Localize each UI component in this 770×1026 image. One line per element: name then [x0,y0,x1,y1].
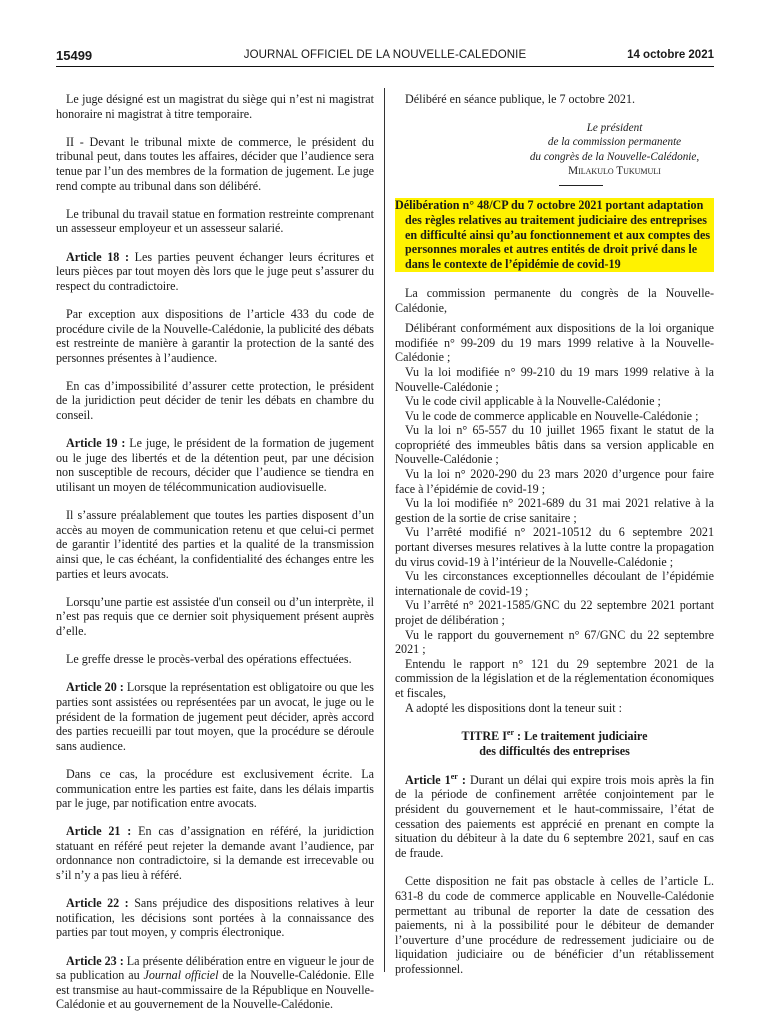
article-20: Article 20 : Lorsque la représentation est obligatoire ou que les parties sont assistées ou représentées par un avocat, le juge ou le président de la formation de jugement peut décider, après accord des parties recueilli par tout moyen, que la procédure se déroule sans audience. [56,680,374,753]
separator-dash [559,185,603,186]
visa-line: Entendu le rapport n° 121 du 29 septembre 2021 de la commission de la législation et de la réglementation économiques et fiscales, [395,656,714,700]
paragraph: En cas d’impossibilité d’assurer cette protection, le président de la juridiction peut décider de tenir les débats en chambre du conseil. [56,378,374,423]
visa-line: Délibérant conformément aux dispositions de la loi organique modifiée n° 99-209 du 19 mars 1999 relative à la Nouvelle-Calédonie ; [395,321,714,365]
journal-title: JOURNAL OFFICIEL DE LA NOUVELLE-CALEDONIE [243,49,527,61]
right-column [395,92,714,976]
issue-date: 14 octobre 2021 [627,49,714,61]
section-title: TITRE Ier : Le traitement judiciaire des difficultés des entreprises [461,728,648,758]
article-label: Article 23 : [66,953,124,968]
visa-line: Vu le rapport du gouvernement n° 67/GNC du 22 septembre 2021 ; [395,627,714,657]
header-rule [56,66,714,67]
article-18: Article 18 : Les parties peuvent échanger leurs écritures et leurs pièces par tout moyen dès lors que le juge peut s’assurer du respect du contradictoire. [56,249,374,293]
signatory-name: Milakulo Tukumuli [568,165,661,178]
paragraph: Il s’assure préalablement que toutes les parties disposent d’un accès au moyen de communication retenu et que celui-ci permet de garantir l’identité des parties et la qualité de la transmission ainsi que, le cas échéant, la confidentialité des échanges entre les parties et leurs avocats. [56,508,374,581]
article-label: Article 18 : [66,249,129,264]
visas-block [395,286,714,715]
journal-name-italic: Journal officiel [143,968,219,983]
paragraph: Par exception aux dispositions de l’article 433 du code de procédure civile de la Nouvelle-Calédonie, la publicité des débats est restreinte de manière à garantir la protection de la santé des personnes présentes à l’audience. [56,306,375,365]
visa-line: La commission permanente du congrès de la Nouvelle-Calédonie, [395,285,714,315]
deliberated-line: Délibéré en séance publique, le 7 octobre 2021. [405,92,636,106]
column-divider [384,88,385,972]
article-label: Article 21 : [66,824,132,839]
article-22: Article 22 : Sans préjudice des dispositions relatives à leur notification, les décisions sont portées à la connaissance des parties par tout moyen, y compris électronique. [56,896,374,940]
visa-line: Vu le code de commerce applicable en Nouvelle-Calédonie ; [405,408,699,423]
visa-line: Vu les circonstances exceptionnelles découlant de l’épidémie internationale de covid-19 ; [395,569,714,598]
visa-line: Vu la loi modifiée n° 2021-689 du 31 mai 2021 relative à la gestion de la sortie de crise sanitaire ; [395,496,714,525]
article-label: Article 20 : [66,680,124,695]
page-number: 15499 [56,48,93,63]
paragraph: Le greffe dresse le procès-verbal des opérations effectuées. [66,652,352,667]
article-label: Article 22 : [66,896,129,911]
paragraph: II - Devant le tribunal mixte de commerce, le président du tribunal peut, dans toutes les affaires, décider que l’audience sera tenue par l’un des membres de la formation de jugement. Le juge rend compte au tribunal dans son délibéré. [56,134,374,193]
visa-line: Vu l’arrêté n° 2021-1585/GNC du 22 septembre 2021 portant projet de délibération ; [395,598,714,628]
signature-block: Le président de la commission permanente du congrès de la Nouvelle-Calédonie, Milakulo Tukumuli [515,121,714,179]
paragraph: Lorsqu’une partie est assistée d'un conseil ou d’un interprète, il n’est pas requis que ce dernier soit physiquement présent auprès d’elle. [56,594,374,638]
left-column [56,92,374,1026]
visa-line: Vu la loi n° 65-557 du 10 juillet 1965 fixant le statut de la copropriété des immeubles bâtis dans sa version applicable en Nouvelle-Calédonie ; [395,423,714,467]
article-23: Article 23 : La présente délibération entre en vigueur le jour de sa publication au Journal officiel de la Nouvelle-Calédonie. Elle est transmise au haut-commissaire de la République en Nouvelle-Calédonie et au gouvernement de la Nouvelle-Calédonie. [56,953,374,1012]
paragraph: Le juge désigné est un magistrat du siège qui n’est ni magistrat honoraire ni magistrat à titre temporaire. [56,92,374,121]
visa-line: Vu le code civil applicable à la Nouvelle-Calédonie ; [405,394,661,409]
page-header [56,48,714,66]
article-1: Article 1er : Durant un délai qui expire trois mois après la fin de la période de confinement arrêtée conjointement par le président du gouvernement et le haut-commissaire, l’état de cessation des paiements est apprécié en prenant en compte la situation du débiteur à la date du 6 septembre 2021, sauf en cas de fraude. [395,771,714,860]
visa-line: Vu la loi n° 2020-290 du 23 mars 2020 d’urgence pour faire face à l’épidémie de covid-19 ; [395,467,714,496]
article-21: Article 21 : En cas d’assignation en référé, la juridiction statuant en référé peut rejeter la demande avant l’audience, par ordonnance non contradictoire, si la demande est irrecevable ou s’il n’y a pas lieu à référé. [56,824,374,883]
paragraph: Le tribunal du travail statue en formation restreinte comprenant un assesseur employeur et un assesseur salarié. [56,206,374,236]
article-label: Article 1er : [405,771,466,787]
article-19: Article 19 : Le juge, le président de la formation de jugement ou le juge des libertés et de la détention peut, par une décision non susceptible de recours, décider que l’audience se tiendra en utilisant un moyen de télécommunication audiovisuelle. [56,436,374,495]
paragraph: Dans ce cas, la procédure est exclusivement écrite. La communication entre les parties est faite, dans les délais impartis par le juge, par notification entre avocats. [56,766,374,811]
visa-line: Vu l’arrêté modifié n° 2021-10512 du 6 septembre 2021 portant diverses mesures relatives à la lutte contre la propagation du virus covid-19 à l’intérieur de la Nouvelle-Calédonie ; [395,525,714,569]
visa-line: A adopté les dispositions dont la teneur suit : [405,700,622,715]
visa-line: Vu la loi modifiée n° 99-210 du 19 mars 1999 relative à la Nouvelle-Calédonie ; [395,364,714,394]
deliberation-title: Délibération n° 48/CP du 7 octobre 2021 portant adaptation des règles relatives au traitement judiciaire des entreprises en difficulté ainsi qu’au fonctionnement et aux comptes des personnes morales et autres entités de droit privé dans le dans le contexte de l’épidémie de covid-19 [395,198,714,272]
article-label: Article 19 : [66,436,126,451]
paragraph: Cette disposition ne fait pas obstacle à celles de l’article L. 631-8 du code de commerce applicable en Nouvelle-Calédonie permettant au tribunal de reporter la date de cessation des paiements, ni à la possibilité pour le débiteur de demander l’ouverture d’une procédure de redressement judiciaire ou de liquidation judiciaire ou de bénéficier d’un rétablissement professionnel. [395,874,714,976]
